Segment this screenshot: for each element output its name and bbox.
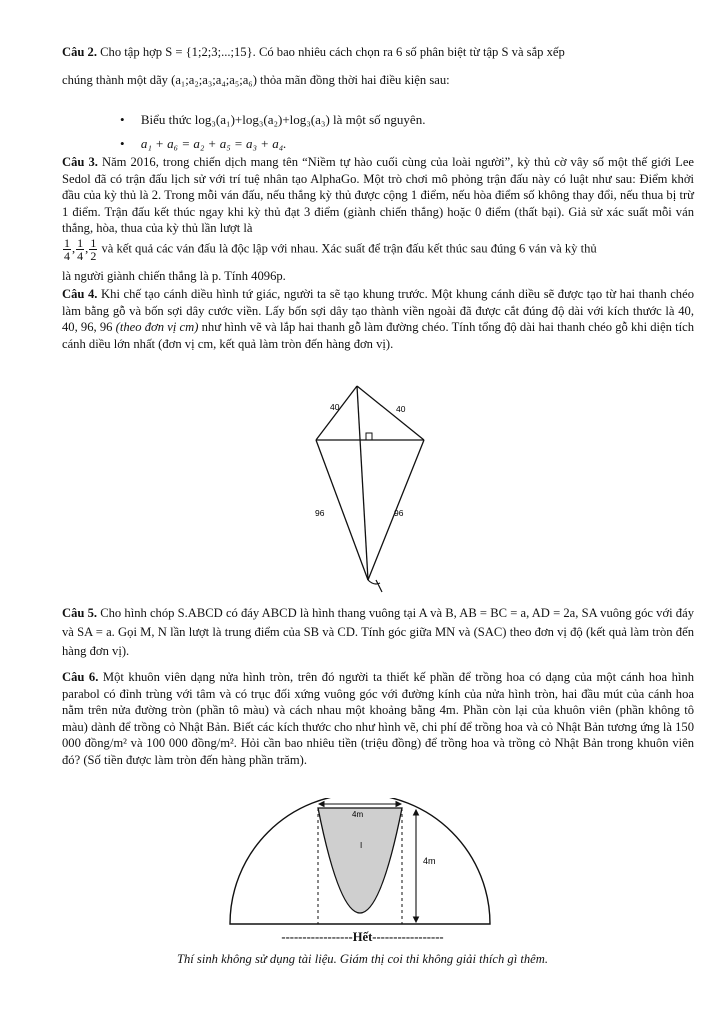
height-label: 4m [423,856,436,866]
q3-frac-1: $\frac{1}{4}$ [64,236,70,263]
q2-text-line1: Cho tập hợp S = {1;2;3;...;15}. Có bao nhiêu cách chọn ra 6 số phân biệt từ tập S và sắp xếp [100,45,565,59]
q3-frac-2: $\frac{1}{4}$ [77,236,84,263]
q2-condition-1: Biểu thức log₃(a₁)+log₃(a₂)+log₃(a₃) là một số nguyên. [140,112,426,127]
q5-text: Cho hình chóp S.ABCD có đáy ABCD là hình thang vuông tại A và B, AB = BC = a, AD = 2a, SA vuông góc với đáy và SA = a. Gọi M, N lần lượt là trung điểm của SB và CD. Tính góc giữa MN và (SAC) theo đơn vị độ (kết quả làm tròn đến hàng đơn vị). [62,606,694,658]
q6-text: Một khuôn viên dạng nửa hình tròn, trên đó người ta thiết kế phần để trồng hoa có dạng của một cánh hoa hình parabol có đỉnh trùng với tâm và có trục đối xứng vuông góc với đường kính của nửa hình tròn, hai đầu mút của cánh hoa nằm trên nửa đường tròn (phần tô màu) và cách nhau một khoảng bằng 4m. Phần còn lại của khuôn viên (phần không tô màu) dành để trồng cỏ Nhật Bản. Biết các kích thước cho như hình vẽ, chi phí để trồng hoa và cỏ Nhật Bản tương ứng là 150 000 đồng/m² và 100 000 đồng/m². Hỏi cần bao nhiêu tiền (triệu đồng) để trồng hoa và trồng cỏ Nhật Bản trong khuôn viên đó? (Số tiền được làm tròn đến hàng phần trăm). [62,670,694,767]
q2-condition-2: a₁ + a₆ = a₂ + a₅ = a₃ + a₄. [140,136,287,151]
right-angle-mark [366,433,372,440]
kite-figure [300,380,430,600]
q3-last-text: là người giành chiến thắng là p. Tính 4096p. [62,269,286,283]
kite-tail [368,580,382,592]
kite-label-bottom-right: 96 [394,508,404,518]
parabola-flower-bed [318,808,402,913]
end-marker: -----------------Hết----------------- [281,930,444,944]
center-mark: I [360,841,363,850]
kite-label-top-right: 40 [396,404,406,414]
q2-bullet-1 [120,112,425,128]
q3-label: Câu 3. [62,155,98,169]
q2-bullet-2 [120,136,287,152]
q4-label: Câu 4. [62,287,98,301]
kite-label-bottom-left: 96 [315,508,325,518]
q6-paragraph [62,669,694,768]
kite-edge-top-left [316,386,357,440]
q4-paragraph [62,286,694,352]
bullet-dot-icon: • [120,112,125,127]
kite-diagonal-vertical [357,386,368,580]
q4-text-2: như hình vẽ và lắp hai thanh gỗ làm đường chéo. Tính tổng độ dài hai thanh chéo gỗ khi diện tích cánh diều lớn nhất (đơn vị cm, kết quả làm tròn đến hàng đơn vị). [62,320,695,351]
q6-label: Câu 6. [62,670,99,684]
exam-note: Thí sinh không sử dụng tài liệu. Giám thị coi thi không giải thích gì thêm. [176,952,549,966]
q3-last-line [62,268,694,285]
q3-paragraph [62,154,694,237]
q3-text: Năm 2016, trong chiến dịch mang tên “Niềm tự hào cuối cùng của loài người”, kỳ thủ cờ vây số một thế giới Lee Sedol đã có trận đấu lịch sử với trí tuệ nhân tạo AlphaGo. Một trò chơi mô phỏng trận đấu này có luật như sau: Điểm khởi đầu của kỳ thủ là 2. Trong mỗi ván đấu, nếu thắng kỳ thủ được cộng 1 điểm, nếu hòa điểm số không thay đổi, nếu thua bị trừ 1 điểm. Trận đấu kết thúc ngay khi kỳ thủ đạt 3 điểm (giành chiến thắng) hoặc 0 điểm (thất bại). Giả sử xác suất mỗi ván thắng, hòa, thua của kỳ thủ lần lượt là [62,155,694,235]
q3-after-fractions: và kết quả các ván đấu là độc lập với nhau. Xác suất để trận đấu kết thúc sau đúng 6 ván và kỳ thủ [101,241,597,256]
q4-unit-note: (theo đơn vị cm) [115,320,199,334]
q5-paragraph [62,604,694,661]
kite-label-top-left: 40 [330,402,340,412]
kite-edge-top-right [357,386,424,440]
q3-frac-3: $\frac{1}{2}$ [90,236,97,263]
q2-line2 [62,72,694,89]
garden-figure [220,798,500,930]
q2-label: Câu 2. [62,45,97,59]
q2-text-line2: chúng thành một dãy (a₁;a₂;a₃;a₄;a₅;a₆) thỏa mãn đồng thời hai điều kiện sau: [62,73,450,87]
q3-fraction-line: $\frac{1}{4}$ , $\frac{1}{4}$ , $\frac{1}{2}$ và kết quả các ván đấu là độc lập với nhau. Xác suất để trận đấu kết thúc sau đúng 6 ván và kỳ thủ [64,236,597,263]
bullet-dot-icon: • [120,136,125,151]
q2-line1 [62,44,694,61]
q5-label: Câu 5. [62,606,98,620]
q4-text: Khi chế tạo cánh diều hình tứ giác, người ta sẽ tạo khung trước. Một khung cánh diều sẽ được tạo từ hai thanh chéo làm bằng gỗ và bốn sợi dây cước viền. Lấy bốn sợi dây tạo thành viền ngoài đã được cắt đúng độ dài với kích thước là 40, 40, 96, 96 [62,287,694,334]
width-label: 4m [352,810,364,819]
